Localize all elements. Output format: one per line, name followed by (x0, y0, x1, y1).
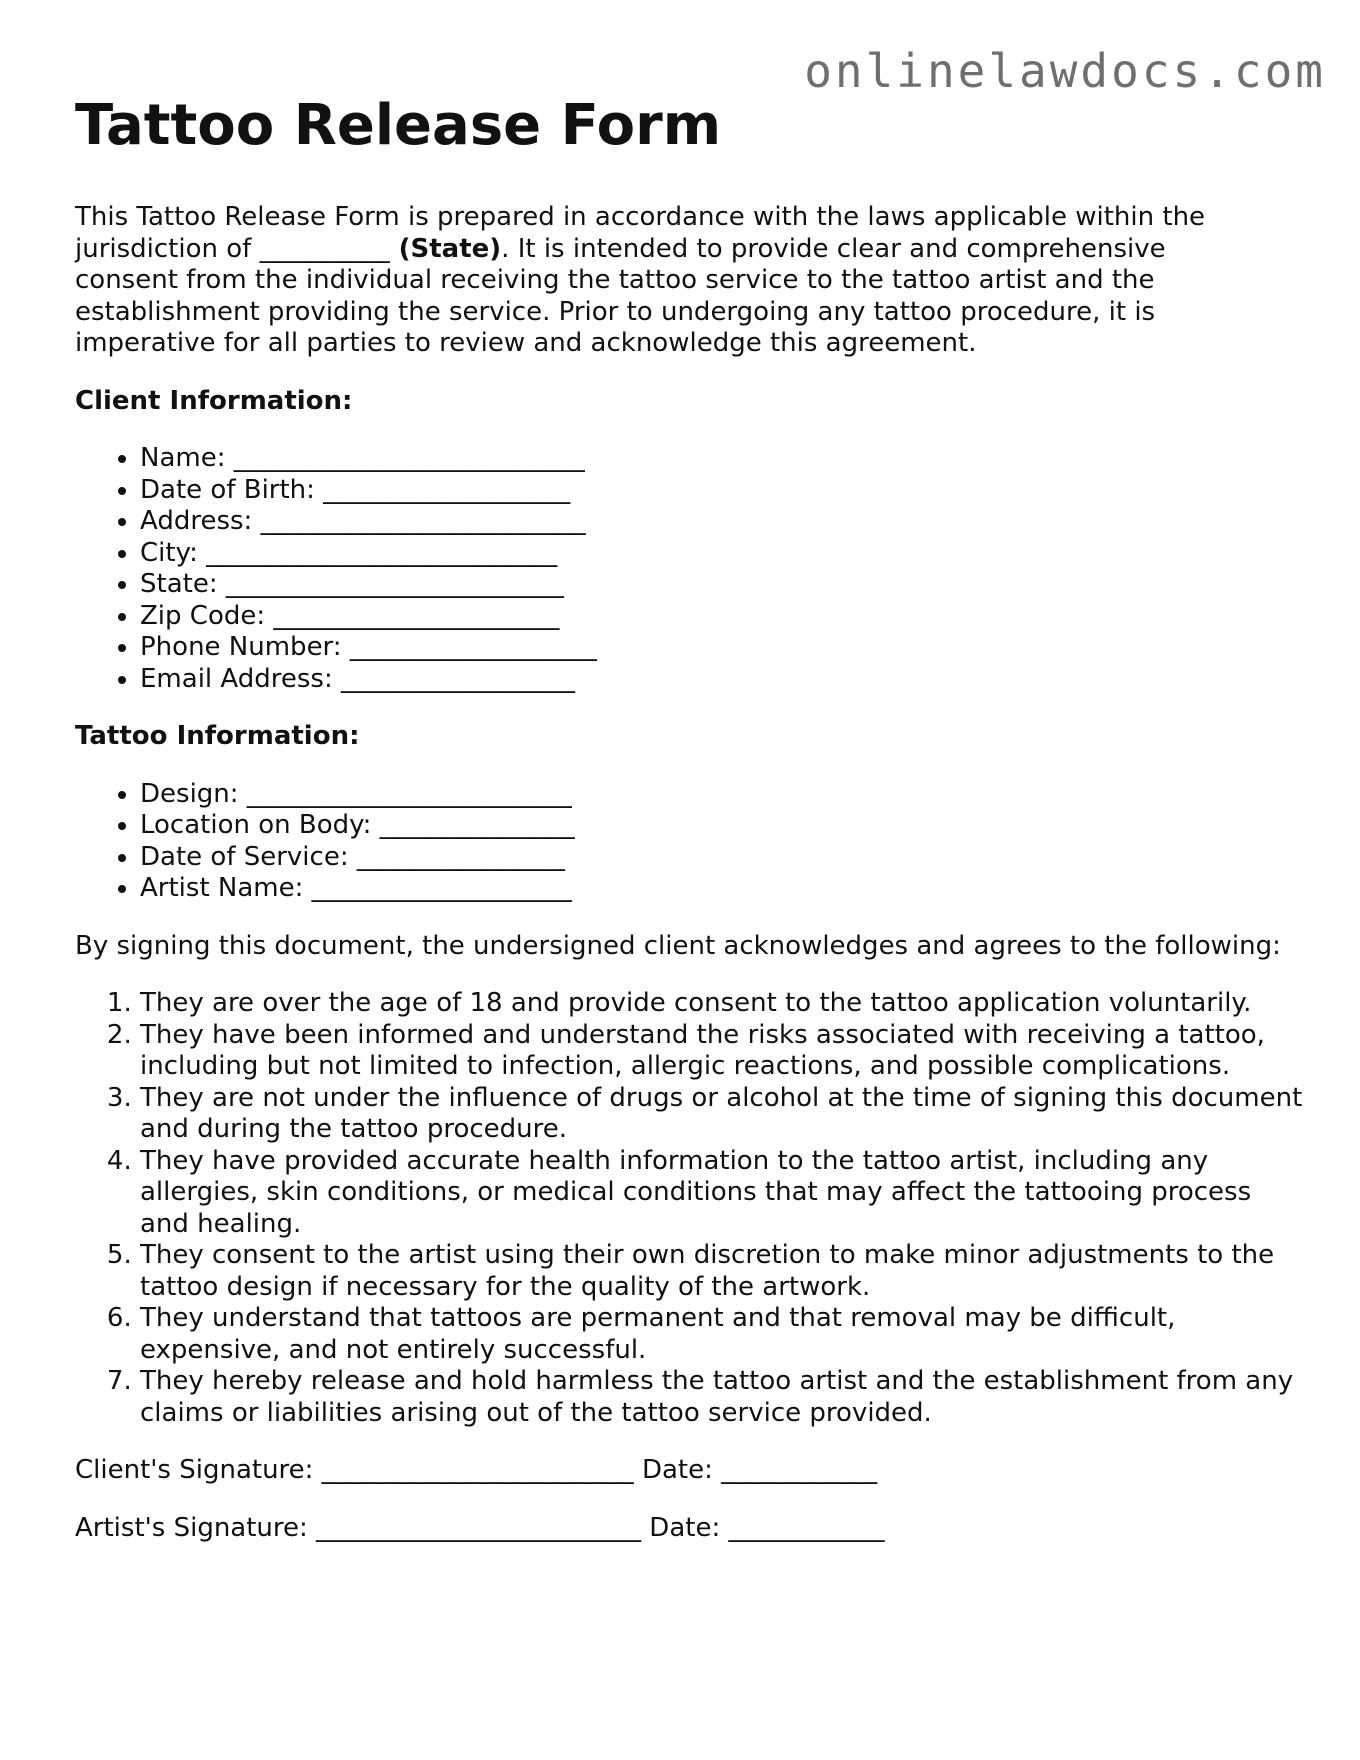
intro-text-after: . It is intended to provide clear and comprehensive consent from the individual receiving the tattoo service to the tattoo artist and the establishment providing the service. Prior to undergoing any tattoo procedure, it is imperative for all parties to review and acknowledge this agreement. (75, 233, 1166, 358)
tattoo-field-design[interactable]: • Design: _________________________ (140, 779, 1305, 811)
term-item: 3. They are not under the influence of drugs or alcohol at the time of signing this document and during the tattoo procedure. (140, 1083, 1305, 1146)
client-field-state[interactable]: • State: __________________________ (140, 569, 1305, 601)
client-signature-line[interactable]: Client's Signature: ________________________ Date: ____________ (75, 1455, 878, 1485)
tattoo-info-heading: Tattoo Information: (75, 721, 360, 751)
term-item: 6. They understand that tattoos are permanent and that removal may be difficult, expensive, and not entirely successful. (140, 1303, 1305, 1366)
client-field-city[interactable]: • City: ___________________________ (140, 538, 1305, 570)
tattoo-field-location[interactable]: • Location on Body: _______________ (140, 810, 1305, 842)
terms-list (75, 988, 1305, 1429)
intro-text-before: This Tattoo Release Form is prepared in accordance with the laws applicable within the jurisdiction of (75, 202, 1206, 264)
site-watermark: onlinelawdocs.com (804, 44, 1326, 98)
client-field-address[interactable]: • Address: _________________________ (140, 506, 1305, 538)
client-info-heading: Client Information: (75, 385, 353, 416)
intro-paragraph (75, 202, 1275, 360)
document-title: Tattoo Release Form (75, 93, 722, 158)
term-item: 7. They hereby release and hold harmless the tattoo artist and the establishment from any claims or liabilities arising out of the tattoo service provided. (140, 1366, 1305, 1429)
acknowledgement-paragraph: By signing this document, the undersigned client acknowledges and agrees to the following: (75, 930, 1281, 961)
client-field-email[interactable]: • Email Address: __________________ (140, 664, 1305, 696)
client-field-zip[interactable]: • Zip Code: ______________________ (140, 601, 1305, 633)
client-field-phone[interactable]: • Phone Number: ___________________ (140, 632, 1305, 664)
tattoo-field-artist[interactable]: • Artist Name: ____________________ (140, 873, 1305, 905)
term-item: 5. They consent to the artist using their own discretion to make minor adjustments to the tattoo design if necessary for the quality of the artwork. (140, 1240, 1305, 1303)
state-label: (State) (389, 233, 502, 264)
state-blank[interactable]: __________ (259, 233, 390, 264)
client-field-name[interactable]: • Name: ___________________________ (140, 443, 1305, 475)
term-item: 4. They have provided accurate health information to the tattoo artist, including any allergies, skin conditions, or medical conditions that may affect the tattooing process and healing. (140, 1146, 1305, 1241)
document-page (75, 92, 1305, 1544)
tattoo-info-list (75, 779, 1305, 905)
artist-signature-line[interactable]: Artist's Signature: _________________________ Date: ____________ (75, 1512, 885, 1543)
term-item: 1. They are over the age of 18 and provide consent to the tattoo application voluntarily. (140, 988, 1305, 1020)
client-field-dob[interactable]: • Date of Birth: ___________________ (140, 475, 1305, 507)
tattoo-field-date[interactable]: • Date of Service: ________________ (140, 842, 1305, 874)
term-item: 2. They have been informed and understand the risks associated with receiving a tattoo, including but not limited to infection, allergic reactions, and possible complications. (140, 1020, 1305, 1083)
client-info-list (75, 443, 1305, 695)
